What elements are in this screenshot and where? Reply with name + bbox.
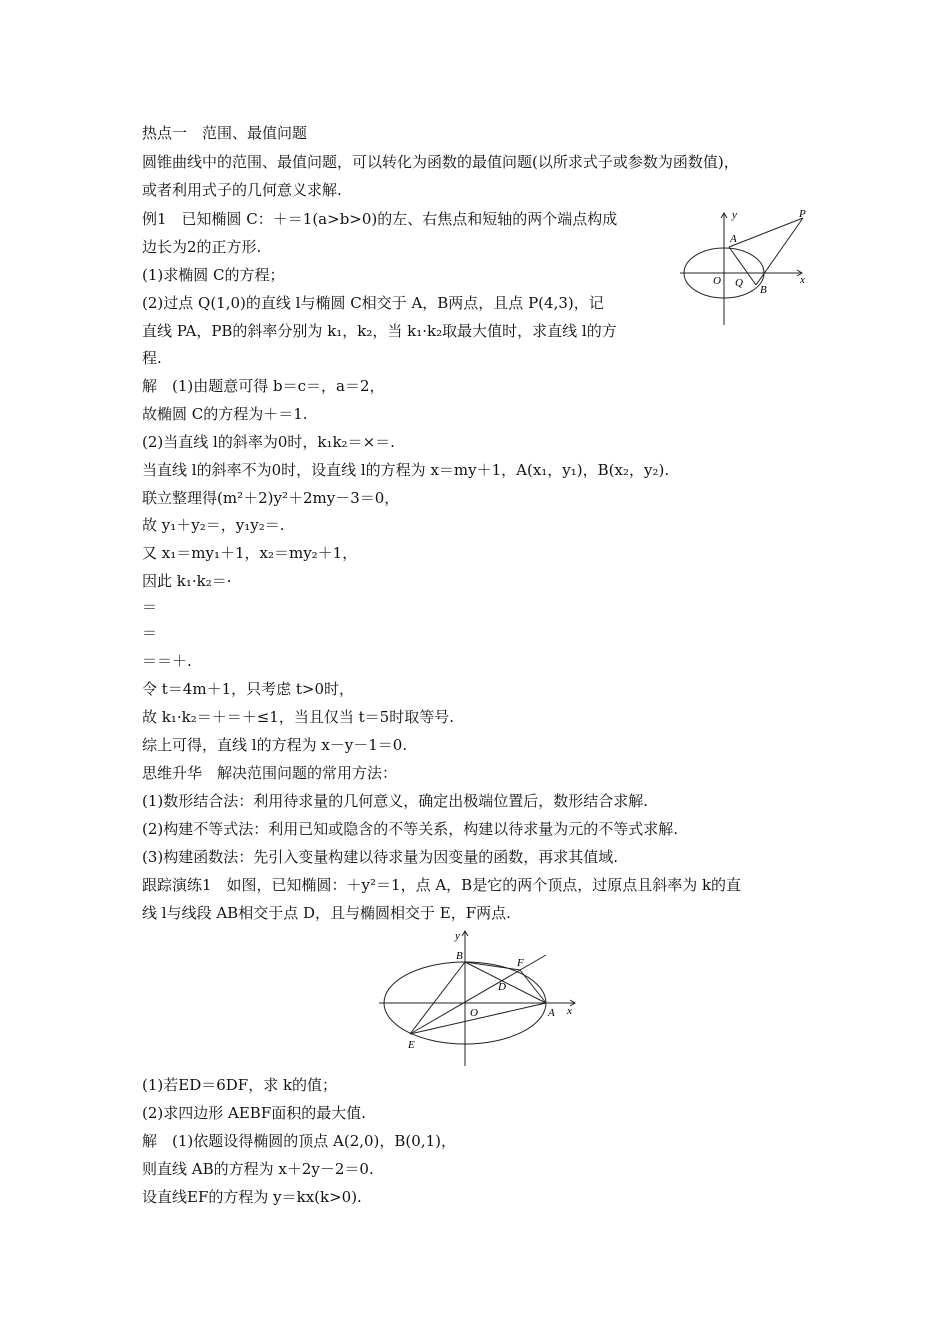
method-2: (2)构建不等式法：利用已知或隐含的不等关系，构建以待求量为元的不等式求解. [142, 820, 679, 838]
exercise-question-2: (2)求四边形 AEBF面积的最大值. [142, 1104, 366, 1122]
ellipse-figure-2 [376, 928, 576, 1068]
solution-line-3: (2)当直线 l的斜率为0时，k₁k₂＝×＝. [142, 433, 395, 451]
line-ef [410, 955, 546, 1034]
example-1-line-2: 边长为2的正方形. [142, 238, 262, 256]
fig1-label-b: B [760, 284, 767, 296]
question-2-line-1: (2)过点 Q(1,0)的直线 l与椭圆 C相交于 A，B两点，且点 P(4,3)，记 [142, 294, 604, 312]
ellipse-figure-1 [676, 205, 816, 327]
question-1: (1)求椭圆 C的方程； [142, 266, 285, 284]
solution-line-14: 综上可得，直线 l的方程为 x－y－1＝0. [142, 736, 408, 754]
fig1-label-x: x [800, 274, 805, 286]
method-1: (1)数形结合法：利用待求量的几何意义，确定出极端位置后，数形结合求解. [142, 792, 649, 810]
fig2-label-d: D [498, 981, 506, 993]
fig2-label-x: x [567, 1005, 572, 1017]
intro-line-1: 圆锥曲线中的范围、最值问题，可以转化为函数的最值问题(以所求式子或参数为函数值)， [142, 153, 739, 171]
solution-line-10: ＝ [142, 624, 158, 642]
segment-fa [520, 970, 546, 1003]
solution-line-6: 故 y₁＋y₂＝，y₁y₂＝. [142, 516, 285, 534]
exercise-solution-line-1: 解 (1)依题设得椭圆的顶点 A(2,0)，B(0,1)， [142, 1132, 456, 1150]
solution-line-12: 令 t＝4m＋1，只考虑 t>0时， [142, 680, 355, 698]
question-2-line-2: 直线 PA，PB的斜率分别为 k₁，k₂，当 k₁·k₂取最大值时，求直线 l的方 [142, 322, 617, 340]
solution-line-11: ＝＝＋. [142, 652, 192, 670]
fig2-label-o: O [470, 1007, 478, 1019]
fig1-label-o: O [713, 275, 721, 287]
exercise-solution-line-2: 则直线 AB的方程为 x＋2y－2＝0. [142, 1160, 374, 1178]
fig2-label-e: E [408, 1039, 415, 1051]
fig2-label-y: y [455, 930, 460, 942]
solution-line-9: ＝ [142, 598, 158, 616]
summary-heading: 思维升华 解决范围问题的常用方法： [142, 764, 398, 782]
exercise-question-1: (1)若ED＝6DF，求 k的值； [142, 1076, 338, 1094]
solution-line-13: 故 k₁·k₂＝＋＝＋≤1，当且仅当 t＝5时取等号. [142, 708, 454, 726]
fig1-label-q: Q [735, 277, 743, 289]
solution-line-2: 故椭圆 C的方程为＋＝1. [142, 405, 308, 423]
section-heading: 热点一 范围、最值问题 [142, 124, 308, 142]
solution-line-5: 联立整理得(m²＋2)y²＋2my－3＝0， [142, 489, 400, 507]
example-1-line-1: 例1 已知椭圆 C：＋＝1(a>b>0)的左、右焦点和短轴的两个端点构成 [142, 210, 618, 228]
method-3: (3)构建函数法：先引入变量构建以待求量为因变量的函数，再求其值域. [142, 848, 619, 866]
solution-line-8: 因此 k₁·k₂＝· [142, 572, 232, 590]
fig2-label-a: A [548, 1007, 555, 1019]
fig2-label-b: B [456, 950, 463, 962]
exercise-1-line-1: 跟踪演练1 如图，已知椭圆：＋y²＝1，点 A，B是它的两个顶点，过原点且斜率为 k的直 [142, 876, 742, 894]
solution-line-4: 当直线 l的斜率不为0时，设直线 l的方程为 x＝my＋1，A(x₁，y₁)，B(x₂，y₂). [142, 461, 670, 479]
fig2-label-f: F [517, 957, 524, 969]
solution-line-1: 解 (1)由题意可得 b＝c＝，a＝2， [142, 377, 385, 395]
line-pb [756, 218, 803, 285]
fig1-label-a: A [730, 233, 737, 245]
line-pa [729, 218, 803, 247]
fig1-label-p: P [799, 208, 806, 220]
exercise-1-line-2: 线 l与线段 AB相交于点 D，且与椭圆相交于 E，F两点. [142, 904, 511, 922]
question-2-line-3: 程. [142, 349, 162, 367]
intro-line-2: 或者利用式子的几何意义求解. [142, 181, 342, 199]
exercise-solution-line-3: 设直线EF的方程为 y＝kx(k>0). [142, 1188, 362, 1206]
solution-line-7: 又 x₁＝my₁＋1，x₂＝my₂＋1， [142, 544, 358, 562]
fig1-label-y: y [732, 209, 737, 221]
